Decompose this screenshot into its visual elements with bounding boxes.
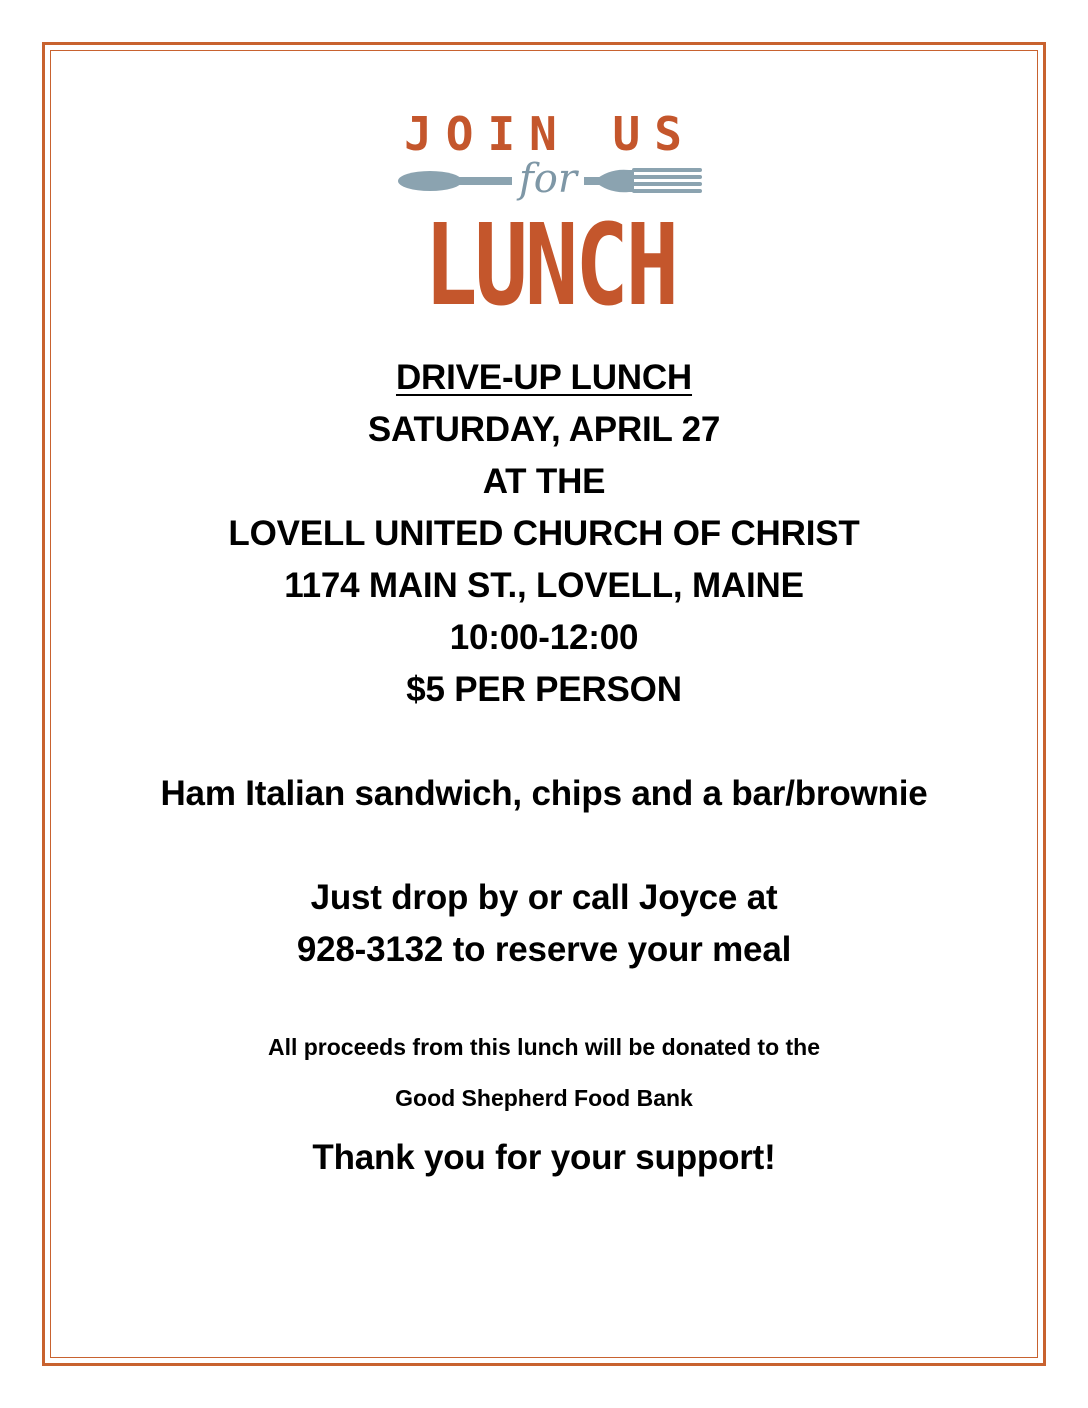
logo-script-text: for bbox=[518, 156, 578, 202]
logo-top-text: JOIN US bbox=[404, 107, 696, 161]
event-venue: LOVELL UNITED CHURCH OF CHRIST bbox=[228, 514, 860, 553]
menu-description: Ham Italian sandwich, chips and a bar/brownie bbox=[160, 774, 928, 813]
proceeds-line-1: All proceeds from this lunch will be donated to the bbox=[267, 1034, 821, 1060]
logo-bottom-text: LUNCH bbox=[424, 201, 676, 331]
thank-you-message: Thank you for your support! bbox=[312, 1138, 776, 1177]
event-time: 10:00-12:00 bbox=[449, 618, 639, 657]
reserve-line-2: 928-3132 to reserve your meal bbox=[296, 930, 792, 969]
event-price: $5 PER PERSON bbox=[406, 670, 682, 709]
proceeds-line-2: Good Shepherd Food Bank bbox=[395, 1085, 693, 1111]
event-at: AT THE bbox=[482, 462, 606, 501]
event-heading: DRIVE-UP LUNCH bbox=[395, 358, 693, 397]
reserve-line-1: Just drop by or call Joyce at bbox=[310, 878, 778, 917]
event-address: 1174 MAIN ST., LOVELL, MAINE bbox=[284, 566, 804, 605]
join-us-for-lunch-logo bbox=[394, 98, 706, 331]
event-date: SATURDAY, APRIL 27 bbox=[367, 410, 721, 449]
